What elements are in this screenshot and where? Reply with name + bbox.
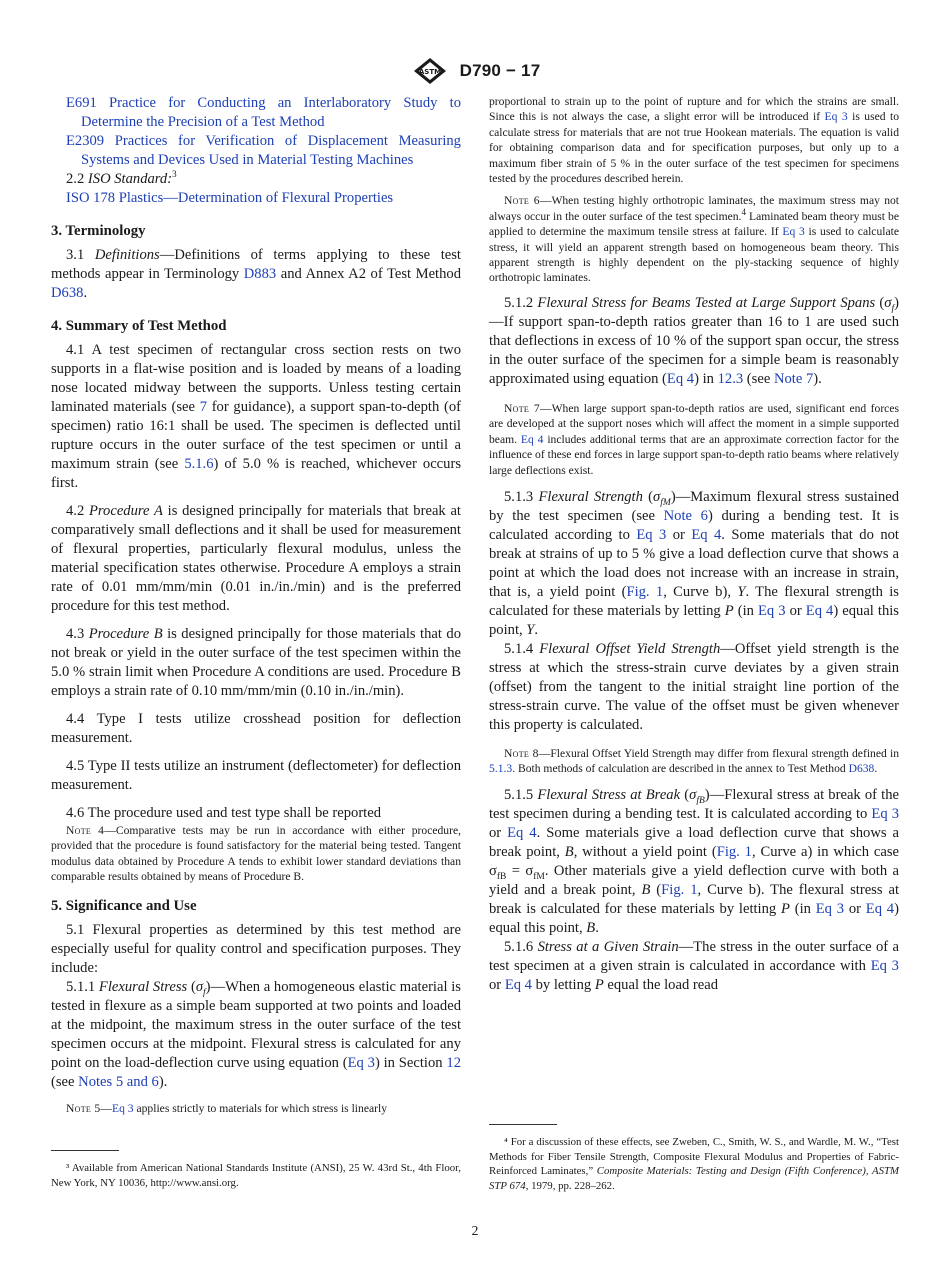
link-eq3[interactable]: Eq 3 [782, 225, 805, 239]
section-4-heading: 4. Summary of Test Method [51, 318, 227, 334]
link-eq3[interactable]: Eq 3 [815, 900, 845, 917]
link-d883[interactable]: D883 [243, 266, 277, 282]
paragraph-4-4: 4.4 Type I tests utilize crosshead position for deflection measurement. [51, 711, 461, 746]
link-eq4[interactable]: Eq 4 [691, 526, 722, 543]
link-section-7[interactable]: 7 [199, 399, 207, 415]
footnote-4: ⁴ For a discussion of these effects, see Zweben, C., Smith, W. S., and Wardle, M. W., “Test Methods for Fiber Tensile Strength, Composite Flexural Modulus and Properties of Fabric-Reinforced Laminates,” Composite Materials: Testing and Design (Fifth Conference), ASTM STP 674, 1979, pp. 228–262. [489, 1136, 899, 1192]
paragraph-4-3: 4.3 Procedure B is designed principally for those materials that do not break or yield in the outer surface of the test specimen within the 5.0 % strain limit when Procedure A conditions are used. Procedure B employs a strain rate of 0.10 mm/mm/min (0.10 in./in./min). [51, 626, 461, 699]
link-12-3[interactable]: 12.3 [717, 370, 744, 387]
right-footnotes [489, 1124, 899, 1193]
footnote-3: ³ Available from American National Standards Institute (ANSI), 25 W. 43rd St., 4th Floor, New York, NY 10036, http://www.ansi.org. [51, 1162, 461, 1189]
link-eq4[interactable]: Eq 4 [805, 602, 834, 619]
footnote-rule [51, 1150, 119, 1151]
link-eq3[interactable]: Eq 3 [871, 805, 899, 822]
link-eq4[interactable]: Eq 4 [520, 432, 544, 446]
link-eq3[interactable]: Eq 3 [112, 1101, 134, 1115]
link-note-6[interactable]: Note 6 [663, 507, 708, 524]
link-eq4[interactable]: Eq 4 [507, 824, 537, 841]
link-eq4[interactable]: Eq 4 [865, 900, 895, 917]
paragraph-5-1-1: 5.1.1 Flexural Stress $(\sigma_f)—When$ a homogeneous elastic material is tested in flexure as a simple beam supported at two points and loaded at the midpoint, the maximum stress in the outer surface of the test specimen occurs at the midpoint. Flexural stress is calculated for any point on the load-deflection curve using equation (Eq 3) in Section 12 (see Notes 5 and 6). [51, 978, 461, 1090]
link-e2309[interactable]: E2309 [66, 133, 105, 149]
link-eq4[interactable]: Eq 4 [666, 370, 695, 387]
left-footnotes [51, 1150, 461, 1190]
paragraph-5-1-4: 5.1.4 Flexural Offset Yield Strength—Offset yield strength is the stress at which the stress-strain curve deviates by a given strain (offset) from the tangent to the initial straight line portion of the stress-strain curve. The value of the offset must be given whenever this property is calculated. [489, 640, 900, 733]
link-eq3[interactable]: Eq 3 [824, 110, 848, 124]
link-5-1-3[interactable]: 5.1.3 [489, 762, 513, 776]
left-column [51, 94, 461, 1116]
link-section-12[interactable]: 12 [446, 1054, 461, 1071]
reference-iso178 [51, 189, 461, 208]
link-eq3[interactable]: Eq 3 [757, 602, 786, 619]
link-note-7[interactable]: Note 7 [773, 370, 814, 387]
paragraph-5-1-6: 5.1.6 Stress at a Given Strain—The stress in the outer surface of a test specimen at a given strain is calculated in accordance with Eq 3 or Eq 4 by letting P equal the load read [489, 938, 899, 993]
paragraph-4-5: 4.5 Type II tests utilize an instrument (deflectometer) for deflection measurement. [51, 758, 461, 793]
paragraph-4-1: 4.1 A test specimen of rectangular cross section rests on two supports in a flat-wise position and is loaded by means of a loading nose located midway between the supports. Unless testing certain laminated materials (see 7 for guidance), a support span-to-depth (of specimen) ratio 16:1 shall be used. The specimen is deflected until rupture occurs in the outer surface of the test specimen or until a maximum strain (see 5.1.6) of 5.0 % is reached, whichever occurs first. [51, 342, 462, 491]
note-8: Note 8—Flexural Offset Yield Strength may differ from flexural strength defined in 5.1.3. Both methods of calculation are described in the annex to Test Method D638. [489, 746, 900, 776]
page-header [0, 56, 950, 86]
iso-standard-heading: 2.2 ISO Standard:$^3$ [66, 169, 177, 187]
note-4: Note 4—Comparative tests may be run in accordance with either procedure, provided that the procedure is found satisfactory for the material being tested. Tangent modulus data obtained by Procedure A tends to exhibit lower standard deviations than comparable results obtained by means of Procedure B. [51, 824, 461, 884]
link-fig-1[interactable]: Fig. 1 [716, 843, 752, 860]
note-6: Note 6—When testing highly orthotropic laminates, the maximum stress may not always occur in the outer surface of the test specimen.$^4$ Laminated beam theory must be applied to determine the maximum tensile stress at failure. If Eq 3 is used to calculate stress, it will yield an apparent strength based on homogeneous beam theory. This apparent strength is highly dependent on the ply-stacking sequence of highly orthotropic laminates. [489, 194, 900, 285]
link-eq3[interactable]: Eq 3 [636, 526, 667, 543]
link-eq4[interactable]: Eq 4 [504, 976, 532, 993]
astm-logo-text: ASTM [418, 68, 441, 76]
right-column [489, 94, 899, 995]
reference-e2309-title[interactable]: Practices for Verification of Displacement Measuring Systems and Devices Used in Material Testing Machines [81, 133, 461, 168]
note-5: Note 5—Eq 3 applies strictly to materials for which stress is linearly [66, 1101, 387, 1115]
astm-logo-icon [410, 56, 450, 86]
paragraph-5-1-5: 5.1.5 Flexural Stress at Break $(\sigma_{fB})—Flexural$ stress at break of the test specimen during a bending test. It is calculated according to Eq 3 or Eq 4. Some materials give a load deflection curve that shows a break point, B, without a yield point (Fig. 1, Curve a) in which case $\sigma_{fB} = \sigma_{fM}$. Other materials give a yield deflection curve with both a yield and a break point, B (Fig. 1, Curve b). The flexural stress at break is calculated for these materials by letting P (in Eq 3 or Eq 4) equal this point, B. [489, 786, 900, 936]
document-designation: D790 − 17 [459, 61, 541, 80]
paragraph-4-6: 4.6 The procedure used and test type shall be reported [66, 805, 382, 821]
link-5-1-6[interactable]: 5.1.6 [184, 456, 214, 472]
section-3-heading: 3. Terminology [51, 223, 146, 239]
paragraph-5-1: 5.1 Flexural properties as determined by this test method are especially useful for quality control and specification purposes. They include: [51, 921, 461, 976]
reference-e691 [51, 94, 461, 132]
link-d638[interactable]: D638 [51, 285, 84, 301]
paragraph-5-1-2: 5.1.2 Flexural Stress for Beams Tested at Large Support Spans $(\sigma_f)—If$ support span-to-depth ratios greater than 16 to 1 are used such that deflections in excess of 10 % of the support span occur, the stress in the outer surface of the specimen for a simple beam is reasonably approximated using equation (Eq 4) in 12.3 (see Note 7). [489, 294, 899, 387]
note-7: Note 7—When large support span-to-depth ratios are used, significant end forces are developed at the support noses which will affect the moment in a simple supported beam. Eq 4 includes additional terms that are an approximate correction factor for the influence of these end forces in large support span-to-depth ratio beams where relatively large deflections exist. [489, 401, 900, 477]
link-fig-1[interactable]: Fig. 1 [661, 881, 698, 898]
reference-iso178-title[interactable]: Plastics—Determination of Flexural Properties [118, 190, 394, 206]
note-5-continued: proportional to strain up to the point of rupture and for which the strains are small. Since this is not always the case, a slight error will be introduced if Eq 3 is used to calculate stress for materials that are not true Hookean materials. The equation is valid for obtaining comparison data and for specification purposes, but only up to a maximum fiber strain of 5 % in the outer surface of the test specimen for specimens tested by the procedures described herein. [489, 95, 900, 186]
link-eq3[interactable]: Eq 3 [347, 1054, 375, 1071]
paragraph-3-1: 3.1 Definitions—Definitions of terms applying to these test methods appear in Terminology D883 and Annex A2 of Test Method D638. [51, 247, 461, 301]
link-notes-5-and-6[interactable]: Notes 5 and 6 [78, 1073, 159, 1090]
footnote-rule [489, 1124, 557, 1125]
link-d638[interactable]: D638 [848, 762, 875, 776]
reference-e2309 [51, 132, 461, 170]
link-eq3[interactable]: Eq 3 [870, 957, 899, 974]
section-5-heading: 5. Significance and Use [51, 897, 197, 914]
link-fig-1[interactable]: Fig. 1 [626, 583, 664, 600]
paragraph-4-2: 4.2 Procedure A is designed principally for materials that break at comparatively small deflections and it shall be used for measurement of flexural properties, particularly flexural modulus, unless the material specification states otherwise. Procedure A employs a strain rate of 0.01 mm/mm/min (0.01 in./in./min) and is the preferred procedure for this test method. [51, 503, 461, 614]
paragraph-5-1-3: 5.1.3 Flexural Strength $(\sigma_{fM})—Maximum$ flexural stress sustained by the test specimen (see Note 6) during a bending test. It is calculated according to Eq 3 or Eq 4. Some materials that do not break at strains of up to 5 % give a load deflection curve that shows a point at which the load does not increase with an increase in strain, that is, a yield point (Fig. 1, Curve b), Y. The flexural strength is calculated for these materials by letting P (in Eq 3 or Eq 4) equal this point, Y. [489, 488, 900, 638]
page-number: 2 [471, 1223, 479, 1238]
link-iso178[interactable]: ISO 178 [66, 190, 116, 206]
link-e691[interactable]: E691 [66, 95, 97, 111]
reference-e691-title[interactable]: Practice for Conducting an Interlaboratory Study to Determine the Precision of a Test Method [81, 95, 461, 130]
